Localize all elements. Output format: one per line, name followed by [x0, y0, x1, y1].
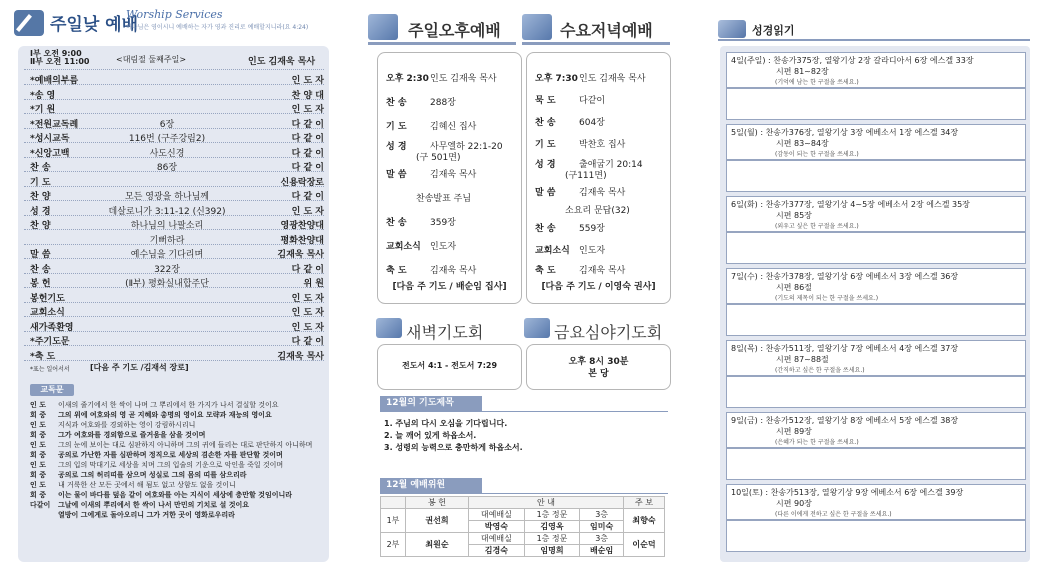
- wednesday-line-value: 604장: [579, 118, 605, 128]
- afternoon-icon: [368, 14, 398, 40]
- order-row: [26, 230, 326, 244]
- order-item-leader: 다 같 이: [291, 148, 324, 159]
- order-item-leader: 김재욱 목사: [277, 250, 324, 260]
- order-row: [26, 201, 326, 215]
- order-item-detail: 322장: [154, 264, 180, 275]
- bible-title: 성경읽기: [752, 24, 795, 37]
- afternoon-line: [386, 167, 476, 180]
- responsive-text: 공의로 가난한 자를 심판하며 정직으로 세상의 겸손한 자를 판단할 것이며: [58, 451, 283, 459]
- order-item-leader: 인 도 자: [291, 322, 324, 333]
- responsive-line: [30, 460, 326, 470]
- order-item-detail: 모든 영광을 하나님께: [125, 192, 209, 202]
- wednesday-line: [535, 115, 605, 128]
- order-row: [26, 273, 326, 287]
- order-item-leader: 영광찬양대: [280, 221, 324, 231]
- worship-title-en: Worship Services: [126, 8, 223, 21]
- wednesday-line-value: 인도자: [579, 246, 606, 256]
- wednesday-line-label: 찬 송: [535, 224, 556, 234]
- responsive-speaker: 인 도: [30, 481, 46, 489]
- responsive-speaker: 인 도: [30, 461, 46, 469]
- order-item-detail: 86장: [156, 163, 178, 173]
- order-row: [26, 143, 326, 157]
- order-row: [26, 302, 326, 316]
- duty-guide-place: 3층: [580, 509, 624, 521]
- responsive-line: [30, 440, 326, 450]
- responsive-speaker: 회 중: [30, 431, 46, 439]
- order-row: [26, 244, 326, 258]
- duty-col-weekly: 주 보: [624, 497, 665, 509]
- duty-guide-place: 대예배실: [469, 509, 525, 521]
- wednesday-line-value: 출애굽기 20:14: [579, 160, 643, 170]
- afternoon-line-label: 말 씀: [386, 170, 407, 180]
- afternoon-line-label: 찬 송: [386, 98, 407, 108]
- prayer-rule: [380, 411, 668, 412]
- prayer-title: 12월의 기도제목: [380, 396, 482, 411]
- wednesday-line-value: 소요리 문답(32): [565, 206, 630, 216]
- bible-day-main: 9일(금) : 찬송가512장, 열왕기상 8장 에베소서 5장 에스겔 38장: [731, 416, 959, 425]
- responsive-line: [30, 410, 326, 420]
- order-row: [26, 114, 326, 128]
- friday-box: [526, 344, 671, 390]
- order-row: [26, 172, 326, 186]
- crown-icon: [718, 20, 746, 38]
- afternoon-title-bar: [368, 42, 516, 45]
- responsive-line: [30, 450, 326, 460]
- bible-title-bar: [718, 39, 1030, 41]
- order-row: [26, 215, 326, 229]
- order-row: [26, 346, 326, 360]
- wednesday-line-label: 축 도: [535, 266, 556, 276]
- worship-subtitle: 하나님은 영이시니 예배하는 자가 영과 진리로 예배할지니라(요 4:24): [126, 24, 309, 31]
- bible-day-psalm: 시편 90장: [776, 499, 812, 508]
- order-row: [26, 331, 326, 345]
- wednesday-line-value: 김재욱 목사: [579, 266, 626, 276]
- bible-day: [726, 412, 1026, 448]
- occasion-label: <대림절 둘째주일>: [116, 55, 187, 64]
- order-item-name: *축 도: [30, 351, 56, 362]
- responsive-text: 그날에 이새의 뿌리에서 한 싹이 나서 만민의 기치로 설 것이요: [58, 501, 249, 509]
- afternoon-line-value: 359장: [430, 218, 456, 228]
- order-item-name: 찬 송: [30, 264, 51, 275]
- order-item-leader: 다 같 이: [291, 163, 324, 173]
- order-item-leader: 다 같 이: [291, 119, 324, 130]
- wednesday-line: [535, 93, 605, 106]
- responsive-text: 지식과 여호와를 경외하는 영이 강림하시리니: [58, 421, 196, 429]
- order-row: [26, 186, 326, 200]
- bible-day-note: (다른 이에게 전하고 싶은 한 구절을 쓰세요.): [775, 511, 892, 518]
- order-item-name: 말 씀: [30, 250, 51, 260]
- duty-guide-place: 3층: [580, 533, 624, 545]
- responsive-text: 그의 입의 막대기로 세상을 치며 그의 입술의 기운으로 악인을 죽일 것이며: [58, 461, 284, 469]
- afternoon-line: [386, 239, 456, 252]
- duty-offering: 최원순: [406, 533, 469, 557]
- responsive-speaker: 회 중: [30, 471, 46, 479]
- order-row: [26, 157, 326, 171]
- bible-header: [718, 20, 1030, 38]
- dawn-box: [377, 344, 522, 390]
- order-item-name: *송 영: [30, 90, 56, 101]
- responsive-line: [30, 480, 326, 490]
- dawn-icon: [376, 318, 402, 338]
- order-row: [26, 70, 326, 84]
- order-item-name: *성시교독: [30, 134, 70, 144]
- wednesday-line-value: 559장: [579, 224, 605, 234]
- bible-day-psalm: 시편 86절: [776, 283, 812, 292]
- afternoon-title: 주일오후예배: [408, 21, 501, 40]
- afternoon-line: [386, 71, 497, 84]
- order-row: [26, 85, 326, 99]
- order-item-name: 봉헌기도: [30, 293, 65, 304]
- order-item-leader: 인 도 자: [291, 105, 324, 115]
- afternoon-line: [386, 215, 456, 228]
- dawn-title: 새벽기도회: [406, 323, 484, 342]
- bible-day-write-area: [726, 88, 1026, 120]
- bible-day-reading: [731, 415, 958, 437]
- bible-day-reading: [731, 127, 958, 149]
- afternoon-line: [386, 95, 456, 108]
- bible-day-write-area: [726, 232, 1026, 264]
- bible-day-reading: [731, 487, 963, 509]
- order-item-detail: 데살로니가 3:11-12 (신392): [108, 206, 226, 217]
- order-item-detail: 하나님의 나팔소리: [130, 221, 204, 231]
- afternoon-line-label: 교회소식: [386, 242, 421, 252]
- afternoon-line-value: (구 501면): [416, 153, 461, 163]
- order-item-leader: 다 같 이: [291, 264, 324, 275]
- order-item-leader: 인 도 자: [291, 308, 324, 318]
- responsive-text: 내 거룩한 산 모든 곳에서 해 됨도 없고 상함도 없을 것이니: [58, 481, 236, 489]
- duty-offering: 권선희: [406, 509, 469, 533]
- order-item-name: *주기도문: [30, 337, 70, 347]
- responsive-text: 이새의 줄기에서 한 싹이 나며 그 뿌리에서 한 가지가 나서 결실할 것이요: [58, 401, 279, 409]
- bible-day-note: (간직하고 싶은 한 구절을 쓰세요.): [775, 367, 865, 374]
- bible-day-reading: [731, 199, 970, 221]
- afternoon-line-label: 축 도: [386, 266, 407, 276]
- bible-day-write-area: [726, 160, 1026, 192]
- afternoon-box: [377, 52, 522, 304]
- afternoon-line-value: 김재욱 목사: [430, 170, 477, 180]
- wednesday-line-value: 다같이: [579, 96, 606, 106]
- afternoon-next: [다음 주 기도 / 배순임 집사]: [392, 282, 507, 292]
- dawn-text: 전도서 4:1 - 전도서 7:29: [401, 361, 498, 370]
- order-item-name: 새가족환영: [30, 322, 74, 333]
- duty-guide-place: 1층 정문: [524, 509, 580, 521]
- duty-col-guide: 안 내: [469, 497, 624, 509]
- duty-guide-person: 배순임: [580, 545, 624, 557]
- responsive-speaker: 회 중: [30, 451, 46, 459]
- responsive-speaker: 회 중: [30, 491, 46, 499]
- wednesday-line: [535, 185, 625, 198]
- order-item-name: 찬 양: [30, 221, 51, 231]
- order-item-leader: 김재욱 목사: [277, 351, 324, 362]
- wednesday-box: [526, 52, 671, 304]
- wednesday-title-bar: [522, 42, 670, 45]
- bible-day-note: (감동이 되는 한 구절을 쓰세요.): [775, 151, 859, 158]
- duty-guide-person: 김경숙: [469, 545, 525, 557]
- responsive-text: 이는 물이 바다를 덮음 같이 여호와를 아는 지식이 세상에 충만할 것임이니라: [58, 491, 292, 499]
- duty-guide-person: 임명희: [524, 545, 580, 557]
- order-item-detail: 예수님을 기다리며: [130, 250, 204, 260]
- order-item-leader: 평화찬양대: [280, 235, 324, 246]
- friday-time: 오후 8시 30분: [568, 357, 629, 367]
- order-item-name: 기 도: [30, 177, 51, 188]
- duty-guide-person: 임미숙: [580, 521, 624, 533]
- wednesday-line-label: 성 경: [535, 160, 556, 170]
- bible-day-psalm: 시편 83~84장: [776, 139, 829, 148]
- responsive-line: [30, 490, 326, 500]
- bible-day: [726, 484, 1026, 520]
- responsive-line: [30, 430, 326, 440]
- order-row: [26, 259, 326, 273]
- duty-guide-place: 1층 정문: [524, 533, 580, 545]
- order-item-name: *전원교독례: [30, 119, 79, 130]
- friday-title: 금요심야기도회: [554, 323, 663, 342]
- duty-guide-person: 박영숙: [469, 521, 525, 533]
- duty-weekly: 이순덕: [624, 533, 665, 557]
- afternoon-line: [386, 119, 476, 132]
- wednesday-line-value: 김재욱 목사: [579, 188, 626, 198]
- order-item-leader: 다 같 이: [291, 134, 324, 144]
- wednesday-line-value: (구111면): [565, 171, 607, 181]
- bible-day: [726, 340, 1026, 376]
- afternoon-line-value: 김재욱 목사: [430, 266, 477, 276]
- responsive-line: [30, 470, 326, 480]
- responsive-speaker: 인 도: [30, 401, 46, 409]
- afternoon-line-label: 찬 송: [386, 218, 407, 228]
- order-item-detail: (Ⅱ부) 평화실내합주단: [125, 279, 209, 289]
- bible-day-main: 7일(수) : 찬송가378장, 열왕기상 6장 에베소서 3장 에스겔 36장: [731, 272, 959, 281]
- duty-title: 12월 예배위원: [380, 478, 482, 493]
- order-row: [26, 128, 326, 142]
- wednesday-line-label: 교회소식: [535, 246, 570, 256]
- order-item-leader: 찬 양 대: [291, 90, 324, 101]
- afternoon-line-value: 김혜신 집사: [430, 122, 477, 132]
- order-item-detail: 사도신경: [149, 148, 185, 159]
- responsive-text: 그의 눈에 보이는 대로 심판하지 아니하며 그의 귀에 들리는 대로 판단하지 아니하며: [58, 441, 313, 449]
- bible-day-psalm: 시편 89장: [776, 427, 812, 436]
- worship-order-panel: [18, 46, 329, 562]
- afternoon-line-label: 오후 2:30: [386, 74, 429, 84]
- responsive-line: [30, 510, 326, 520]
- afternoon-line: [386, 150, 460, 163]
- order-row: [26, 99, 326, 113]
- afternoon-line-label: 기 도: [386, 122, 407, 132]
- responsive-line: [30, 400, 326, 410]
- responsive-line: [30, 420, 326, 430]
- afternoon-line-value: 288장: [430, 98, 456, 108]
- order-item-leader: 인 도 자: [291, 76, 324, 86]
- bible-day-note: (기억에 남는 한 구절을 쓰세요.): [775, 79, 859, 86]
- order-item-name: 찬 양: [30, 192, 51, 202]
- footnote-label: *표는 일어서서: [30, 366, 70, 373]
- pen-icon: [14, 10, 44, 36]
- bible-day-main: 4일(주일) : 찬송가375장, 열왕기상 2장 갈라디아서 6장 에스겔 33장: [731, 56, 974, 65]
- bible-day-main: 5일(월) : 찬송가376장, 열왕기상 3장 에베소서 1장 에스겔 34장: [731, 128, 959, 137]
- afternoon-line: [386, 191, 471, 204]
- order-item-leader: 인 도 자: [291, 206, 324, 217]
- responsive-text: 그의 위에 여호와의 영 곧 지혜와 총명의 영이요 모략과 재능의 영이요: [58, 411, 272, 419]
- afternoon-line-label: 성 경: [386, 142, 407, 152]
- order-item-name: 성 경: [30, 206, 51, 217]
- bible-day-note: (은혜가 되는 한 구절을 쓰세요.): [775, 439, 859, 446]
- bible-day: [726, 196, 1026, 232]
- bible-day-write-area: [726, 520, 1026, 552]
- wednesday-line-label: 말 씀: [535, 188, 556, 198]
- responsive-speaker: 회 중: [30, 411, 46, 419]
- duty-part: 1부: [381, 509, 406, 533]
- responsive-line: [30, 500, 326, 510]
- responsive-title: 교독문: [30, 384, 74, 396]
- duty-col-offering: 봉 헌: [406, 497, 469, 509]
- afternoon-line: [386, 263, 476, 276]
- bible-day-main: 6일(화) : 찬송가377장, 열왕기상 4~5장 에베소서 2장 에스겔 35장: [731, 200, 970, 209]
- order-item-name: *신앙고백: [30, 148, 70, 159]
- order-item-detail: 116번 (구주강림2): [128, 134, 206, 144]
- bible-day-write-area: [726, 448, 1026, 480]
- duty-col-part: [381, 497, 406, 509]
- wednesday-line-value: 박찬호 집사: [579, 140, 626, 150]
- duty-table: [380, 496, 665, 557]
- bible-day: [726, 52, 1026, 88]
- order-item-name: *기 원: [30, 105, 56, 115]
- worship-title: 주일낮 예배: [50, 15, 139, 35]
- friday-place: 본 당: [588, 369, 609, 379]
- order-row: [26, 288, 326, 302]
- prayer-item-3: 3. 성령의 능력으로 충만하게 하옵소서.: [384, 443, 523, 452]
- leader-label: 인도 김재욱 목사: [248, 57, 316, 67]
- wednesday-line-label: 기 도: [535, 140, 556, 150]
- responsive-text: 공의로 그의 허리띠를 삼으며 성실로 그의 몸의 띠를 삼으리라: [58, 471, 247, 479]
- order-item-name: 봉 헌: [30, 279, 51, 289]
- order-item-leader: 다 같 이: [291, 337, 324, 347]
- wednesday-line: [535, 168, 607, 181]
- prayer-item-2: 2. 늘 깨어 있게 하옵소서.: [384, 431, 477, 440]
- order-item-name: 찬 송: [30, 163, 51, 173]
- afternoon-line-value: 인도자: [430, 242, 457, 252]
- bible-day: [726, 124, 1026, 160]
- bible-day-note: (외우고 싶은 한 구절을 쓰세요.): [775, 223, 859, 230]
- bible-day-write-area: [726, 304, 1026, 336]
- wednesday-line-label: 묵 도: [535, 96, 556, 106]
- duty-guide-person: 김영옥: [524, 521, 580, 533]
- wednesday-line: [535, 243, 605, 256]
- bible-day-psalm: 시편 85장: [776, 211, 812, 220]
- duty-rule: [380, 493, 668, 494]
- order-item-name: 교회소식: [30, 308, 65, 318]
- wednesday-line: [535, 221, 605, 234]
- order-item-leader: 위 원: [303, 279, 324, 289]
- wednesday-line-label: 오후 7:30: [535, 74, 578, 84]
- wednesday-line-value: 인도 김재욱 목사: [579, 74, 646, 84]
- bible-day-write-area: [726, 376, 1026, 408]
- afternoon-line-value: 사무엘하 22:1-20: [430, 142, 503, 152]
- bible-day: [726, 268, 1026, 304]
- duty-weekly: 최향숙: [624, 509, 665, 533]
- bible-day-reading: [731, 55, 974, 77]
- responsive-speaker: 인 도: [30, 441, 46, 449]
- wednesday-icon: [522, 14, 552, 40]
- afternoon-line-value: 찬송발표 주님: [416, 194, 472, 204]
- duty-guide-place: 대예배실: [469, 533, 525, 545]
- bible-day-reading: [731, 343, 958, 365]
- worship-header: [8, 6, 343, 42]
- wednesday-line: [535, 263, 625, 276]
- order-row: [26, 317, 326, 331]
- responsive-speaker: 다같이: [30, 501, 51, 509]
- wednesday-line: [535, 71, 646, 84]
- bible-day-psalm: 시편 87~88절: [776, 355, 829, 364]
- bible-day-note: (기도의 제목이 되는 한 구절을 쓰세요.): [775, 295, 879, 302]
- order-item-detail: 기뻐하라: [149, 235, 185, 246]
- order-divider: [24, 360, 324, 361]
- bible-day-psalm: 시편 81~82장: [776, 67, 829, 76]
- order-item-leader: 다 같 이: [291, 192, 324, 202]
- duty-part: 2부: [381, 533, 406, 557]
- wednesday-next: [다음 주 기도 / 이영숙 권사]: [541, 282, 656, 292]
- bible-day-main: 8일(목) : 찬송가511장, 열왕기상 7장 에베소서 4장 에스겔 37장: [731, 344, 959, 353]
- afternoon-line-value: 인도 김재욱 목사: [430, 74, 497, 84]
- order-item-name: *예배의부름: [30, 76, 79, 86]
- bible-day-reading: [731, 271, 958, 293]
- responsive-text: 그가 여호와를 경외함으로 즐거움을 삼을 것이며: [58, 431, 206, 439]
- friday-icon: [524, 318, 550, 338]
- wednesday-line-label: 찬 송: [535, 118, 556, 128]
- prayer-item-1: 1. 주님의 다시 오심을 기다립니다.: [384, 419, 508, 428]
- responsive-speaker: 인 도: [30, 421, 46, 429]
- service-times: Ⅰ부 오전 9:00 Ⅱ부 오전 11:00: [30, 49, 90, 66]
- order-item-leader: 인 도 자: [291, 293, 324, 304]
- order-item-detail: 6장: [159, 119, 175, 130]
- responsive-text: 열방이 그에게로 돌아오리니 그가 거한 곳이 영화로우리라: [58, 511, 235, 519]
- wednesday-line: [535, 137, 625, 150]
- wednesday-line: [535, 203, 630, 216]
- footnote-text: [다음 주 기도 /김재석 장로]: [90, 363, 189, 372]
- order-item-leader: 신용락장로: [280, 177, 324, 188]
- wednesday-title: 수요저녁예배: [560, 21, 653, 40]
- bible-day-main: 10일(토) : 찬송가513장, 열왕기상 9장 에베소서 6장 에스겔 39장: [731, 488, 964, 497]
